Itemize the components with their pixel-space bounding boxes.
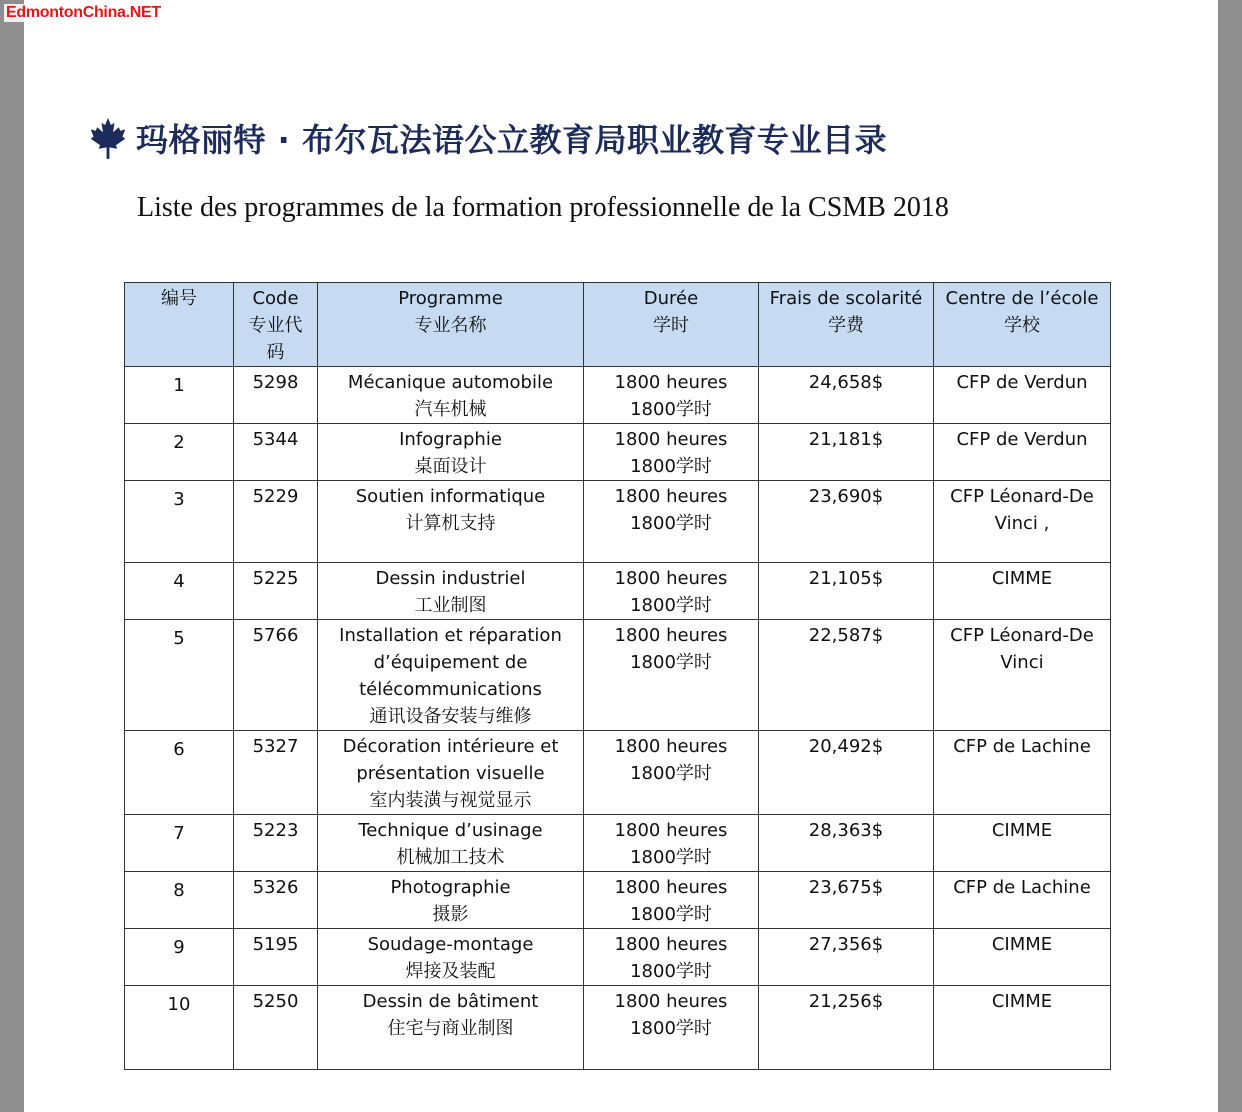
- cell-text: CFP Léonard-De: [950, 486, 1094, 507]
- cell-text: télécommunications: [359, 679, 542, 700]
- cell-no: [125, 367, 234, 424]
- table-row: [125, 620, 1111, 731]
- cell-text: 23,675$: [808, 877, 884, 898]
- cell-program: [318, 986, 584, 1070]
- title-row: [90, 112, 1090, 164]
- cell-duration: [584, 731, 759, 815]
- cell-text: 1800 heures: [614, 934, 728, 955]
- cell-fees: [759, 481, 934, 563]
- cell-program: [318, 620, 584, 731]
- table-row: [125, 731, 1111, 815]
- cell-text: 住宅与商业制图: [387, 1018, 514, 1039]
- cell-text: 2: [173, 432, 185, 453]
- cell-school: [934, 367, 1111, 424]
- cell-program: [318, 872, 584, 929]
- cell-program: [318, 481, 584, 563]
- cell-text: 22,587$: [808, 625, 884, 646]
- page-subtitle: Liste des programmes de la formation professionnelle de la CSMB 2018: [137, 192, 949, 223]
- cell-text: Soudage-montage: [367, 934, 534, 955]
- cell-text: CFP de Lachine: [953, 877, 1091, 898]
- cell-text: 5298: [252, 372, 299, 393]
- table-row: [125, 424, 1111, 481]
- cell-fees: [759, 986, 934, 1070]
- cell-text: 1800 heures: [614, 625, 728, 646]
- cell-duration: [584, 815, 759, 872]
- cell-text: 6: [173, 739, 185, 760]
- cell-duration: [584, 367, 759, 424]
- header-text: Durée: [643, 288, 699, 309]
- cell-text: CIMME: [991, 934, 1053, 955]
- cell-text: 23,690$: [808, 486, 884, 507]
- cell-fees: [759, 620, 934, 731]
- cell-text: CIMME: [991, 820, 1053, 841]
- cell-text: 1800学时: [630, 456, 712, 477]
- cell-no: [125, 481, 234, 563]
- cell-text: 摄影: [432, 904, 469, 925]
- cell-school: [934, 731, 1111, 815]
- cell-text: 1800学时: [630, 847, 712, 868]
- cell-text: Infographie: [399, 429, 502, 450]
- cell-program: [318, 731, 584, 815]
- cell-text: 27,356$: [808, 934, 884, 955]
- cell-fees: [759, 563, 934, 620]
- cell-text: 5344: [252, 429, 299, 450]
- cell-text: 1800 heures: [614, 991, 728, 1012]
- cell-text: d’équipement de: [373, 652, 528, 673]
- cell-code: [234, 815, 318, 872]
- cell-text: 1800 heures: [614, 877, 728, 898]
- cell-school: [934, 620, 1111, 731]
- table-row: [125, 481, 1111, 563]
- cell-text: 1800 heures: [614, 429, 728, 450]
- right-margin: [1218, 0, 1242, 1112]
- cell-text: CFP Léonard-De: [950, 625, 1094, 646]
- header-text: 编号: [161, 288, 197, 309]
- cell-code: [234, 563, 318, 620]
- cell-text: 3: [173, 489, 185, 510]
- cell-text: 1800学时: [630, 513, 712, 534]
- cell-duration: [584, 563, 759, 620]
- cell-code: [234, 929, 318, 986]
- table-row: [125, 815, 1111, 872]
- cell-fees: [759, 367, 934, 424]
- cell-text: 1800 heures: [614, 820, 728, 841]
- cell-text: présentation visuelle: [356, 763, 545, 784]
- cell-text: 5250: [252, 991, 299, 1012]
- table-row: [125, 563, 1111, 620]
- cell-text: Mécanique automobile: [347, 372, 554, 393]
- cell-text: CFP de Lachine: [953, 736, 1091, 757]
- cell-no: [125, 424, 234, 481]
- cell-text: 机械加工技术: [396, 847, 505, 868]
- header-text: Centre de l’école: [945, 288, 1099, 309]
- cell-text: 1800学时: [630, 652, 712, 673]
- cell-text: Vinci ,: [994, 513, 1050, 534]
- cell-text: 21,181$: [808, 429, 884, 450]
- cell-no: [125, 620, 234, 731]
- cell-school: [934, 481, 1111, 563]
- cell-fees: [759, 731, 934, 815]
- header-text: 专业代: [248, 315, 303, 336]
- header-text: Frais de scolarité: [769, 288, 923, 309]
- cell-text: Photographie: [390, 877, 511, 898]
- cell-text: 5327: [252, 736, 299, 757]
- cell-text: 室内装潢与视觉显示: [369, 790, 532, 811]
- header-text: Code: [252, 288, 299, 309]
- table-row: [125, 929, 1111, 986]
- watermark: EdmontonChina.NET: [6, 4, 161, 21]
- cell-duration: [584, 620, 759, 731]
- document-page: [24, 0, 1218, 1112]
- cell-code: [234, 367, 318, 424]
- cell-no: [125, 929, 234, 986]
- cell-text: 1800学时: [630, 904, 712, 925]
- cell-text: 24,658$: [808, 372, 884, 393]
- cell-program: [318, 563, 584, 620]
- cell-duration: [584, 424, 759, 481]
- cell-text: 28,363$: [808, 820, 884, 841]
- cell-text: 1: [173, 375, 185, 396]
- cell-no: [125, 563, 234, 620]
- header-text: 学时: [653, 315, 689, 336]
- cell-code: [234, 731, 318, 815]
- cell-text: 1800学时: [630, 1018, 712, 1039]
- header-school: [934, 283, 1111, 367]
- cell-text: 5326: [252, 877, 299, 898]
- table-body: [125, 367, 1111, 1070]
- table-row: [125, 986, 1111, 1070]
- cell-program: [318, 424, 584, 481]
- cell-text: 5223: [252, 820, 299, 841]
- cell-no: [125, 815, 234, 872]
- header-text: 学费: [828, 315, 864, 336]
- cell-text: 工业制图: [414, 595, 487, 616]
- header-text: 码: [266, 342, 285, 363]
- cell-school: [934, 815, 1111, 872]
- maple-leaf-icon: [90, 116, 126, 160]
- header-fees: [759, 283, 934, 367]
- cell-text: 5766: [252, 625, 299, 646]
- cell-text: 通讯设备安装与维修: [369, 706, 532, 727]
- table-row: [125, 872, 1111, 929]
- header-duration: [584, 283, 759, 367]
- cell-text: 汽车机械: [414, 399, 487, 420]
- cell-text: 1800学时: [630, 961, 712, 982]
- cell-text: 1800 heures: [614, 486, 728, 507]
- cell-text: 7: [173, 823, 185, 844]
- cell-text: Décoration intérieure et: [342, 736, 559, 757]
- cell-program: [318, 815, 584, 872]
- cell-text: 21,105$: [808, 568, 884, 589]
- left-margin: [0, 0, 24, 1112]
- cell-program: [318, 367, 584, 424]
- table-row: [125, 367, 1111, 424]
- cell-text: 桌面设计: [414, 456, 487, 477]
- cell-text: 1800 heures: [614, 372, 728, 393]
- cell-text: 5: [173, 628, 185, 649]
- cell-code: [234, 481, 318, 563]
- cell-text: 5229: [252, 486, 299, 507]
- cell-duration: [584, 872, 759, 929]
- cell-no: [125, 731, 234, 815]
- cell-fees: [759, 872, 934, 929]
- cell-text: Dessin industriel: [375, 568, 526, 589]
- header-text: 学校: [1004, 315, 1040, 336]
- cell-text: Soutien informatique: [355, 486, 546, 507]
- page-title: 玛格丽特 · 布尔瓦法语公立教育局职业教育专业目录: [136, 121, 887, 159]
- cell-text: Technique d’usinage: [358, 820, 543, 841]
- cell-text: Installation et réparation: [339, 625, 562, 646]
- header-no: [125, 283, 234, 367]
- cell-fees: [759, 815, 934, 872]
- cell-text: 1800 heures: [614, 736, 728, 757]
- cell-duration: [584, 481, 759, 563]
- cell-text: Dessin de bâtiment: [362, 991, 539, 1012]
- cell-text: 9: [173, 937, 185, 958]
- cell-fees: [759, 929, 934, 986]
- cell-text: 计算机支持: [405, 513, 496, 534]
- cell-text: CIMME: [991, 568, 1053, 589]
- cell-school: [934, 929, 1111, 986]
- cell-text: 5225: [252, 568, 299, 589]
- cell-text: CIMME: [991, 991, 1053, 1012]
- cell-no: [125, 986, 234, 1070]
- cell-code: [234, 620, 318, 731]
- cell-duration: [584, 986, 759, 1070]
- header-program: [318, 283, 584, 367]
- cell-school: [934, 872, 1111, 929]
- cell-school: [934, 424, 1111, 481]
- cell-text: 1800学时: [630, 399, 712, 420]
- cell-text: 焊接及装配: [405, 961, 496, 982]
- cell-text: CFP de Verdun: [956, 429, 1088, 450]
- cell-program: [318, 929, 584, 986]
- cell-code: [234, 872, 318, 929]
- cell-code: [234, 424, 318, 481]
- cell-text: 1800学时: [630, 595, 712, 616]
- cell-code: [234, 986, 318, 1070]
- cell-text: 10: [167, 994, 191, 1015]
- cell-text: 5195: [252, 934, 299, 955]
- cell-text: 20,492$: [808, 736, 884, 757]
- header-text: 专业名称: [414, 315, 487, 336]
- cell-text: Vinci: [1000, 652, 1044, 673]
- cell-school: [934, 986, 1111, 1070]
- cell-text: CFP de Verdun: [956, 372, 1088, 393]
- programs-table: [124, 282, 1111, 1070]
- cell-text: 1800学时: [630, 763, 712, 784]
- cell-school: [934, 563, 1111, 620]
- cell-text: 1800 heures: [614, 568, 728, 589]
- cell-text: 21,256$: [808, 991, 884, 1012]
- cell-text: 8: [173, 880, 185, 901]
- cell-fees: [759, 424, 934, 481]
- header-text: Programme: [398, 288, 503, 309]
- header-code: [234, 283, 318, 367]
- table-header-row: [125, 283, 1111, 367]
- cell-text: 4: [173, 571, 185, 592]
- cell-no: [125, 872, 234, 929]
- cell-duration: [584, 929, 759, 986]
